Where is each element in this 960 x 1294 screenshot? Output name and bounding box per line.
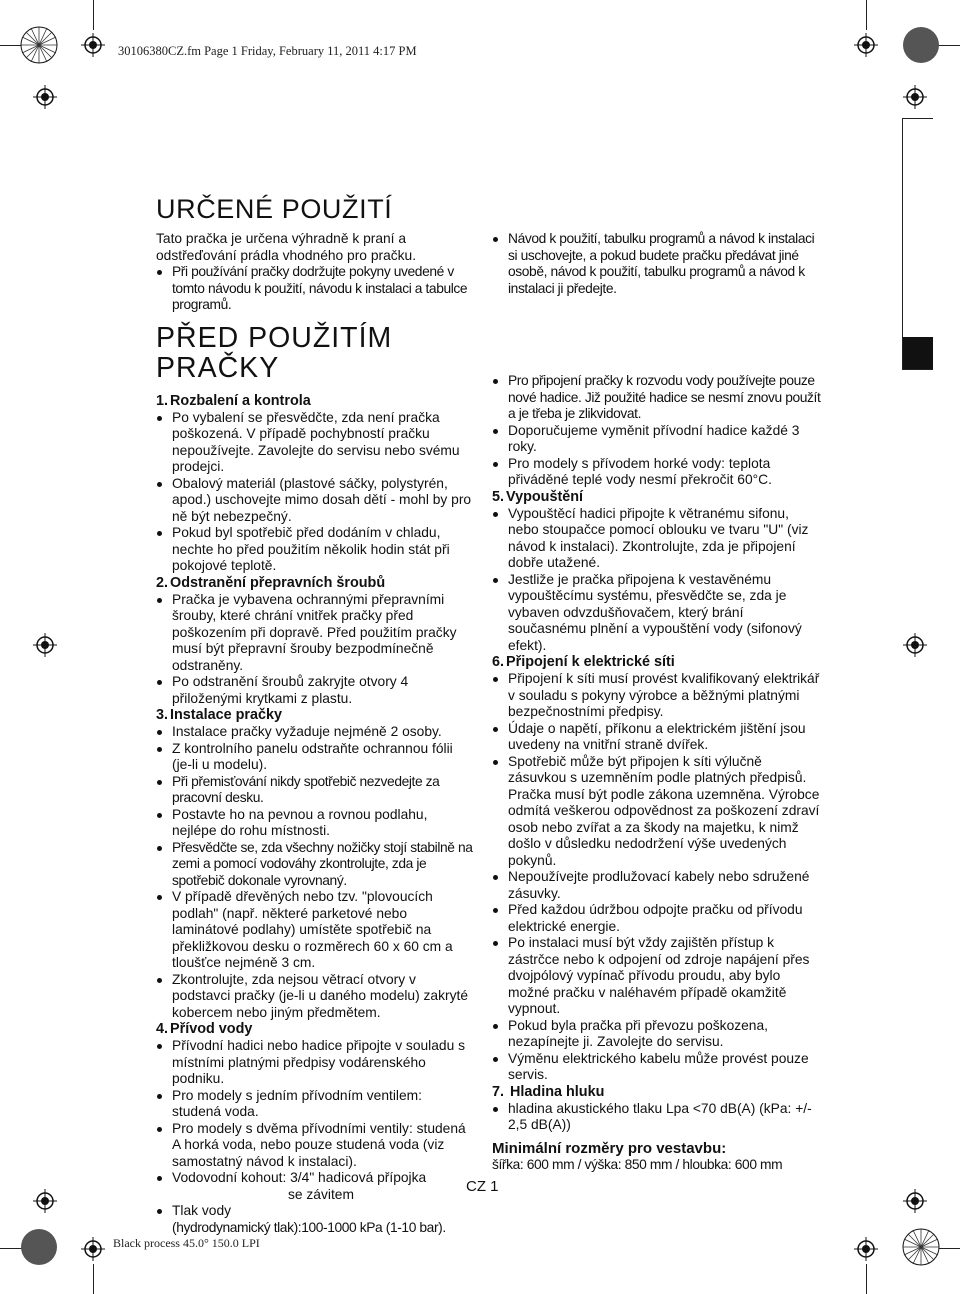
gray-disc-icon — [20, 1228, 58, 1266]
section-heading: 5. Vypouštění — [492, 488, 584, 505]
list-item: Před každou údržbou odpojte pračku od přívodu elektrické energie. — [492, 902, 822, 935]
list-item: Instalace pračky vyžaduje nejméně 2 osoby. — [156, 724, 474, 741]
intended-use-list — [156, 264, 474, 314]
crop-line — [93, 0, 94, 30]
min-dimensions-title: Minimální rozměry pro vestavbu: — [492, 1139, 727, 1157]
list-item: Postavte ho na pevnou a rovnou podlahu, nejlépe do rohu místnosti. — [156, 807, 474, 840]
list-item: Spotřebič může být připojen k síti výlučně zásuvkou s uzemněním podle platných předpisů. Pračka musí být podle zákona uzemněna. Výrobce odmítá veškerou odpovědnost za poškození zdraví osob nebo zvířat a za škody na majetku, k nimž došlo v důsledku nedodržení výše uvedených pokynů. — [492, 754, 822, 870]
section-unpacking — [156, 393, 474, 575]
pressure-value: (hydrodynamický tlak):100-1000 kPa (1-10 bar). — [172, 1219, 446, 1235]
color-bar-disc-icon — [902, 1228, 940, 1266]
page-number: CZ 1 — [466, 1178, 499, 1195]
registration-mark-icon — [81, 33, 105, 57]
registration-mark-icon — [903, 633, 927, 657]
list-item: Údaje o napětí, příkonu a elektrickém jištění jsou uvedeny na vnitřní straně dvířek. — [492, 721, 822, 754]
registration-mark-icon — [903, 85, 927, 109]
list-item: Pro připojení pračky k rozvodu vody používejte pouze nové hadice. Již použité hadice se nesmí znovu použít a je třeba je zlikvidovat. — [492, 373, 822, 423]
list-item: Výměnu elektrického kabelu může provést pouze servis. — [492, 1051, 822, 1084]
list-item: Vypouštěcí hadici připojte k větranému sifonu, nebo stoupačce pomocí oblouku ve tvaru "U" (viz návod k instalaci). Zkontrolujte, zda je připojení dobře utažené. — [492, 506, 822, 572]
list-item: V případě dřevěných nebo tzv. "plovoucích podlah" (např. některé parketové nebo laminátové podlahy) umístěte spotřebič na překližkovou desku o rozměrech 60 x 60 cm a tloušťce nejméně 3 cm. — [156, 889, 474, 972]
list-item: Z kontrolního panelu odstraňte ochrannou fólii (je-li u modelu). — [156, 741, 474, 774]
registration-mark-icon — [854, 33, 878, 57]
registration-mark-icon — [33, 1189, 57, 1213]
list-item: Přesvědčte se, zda všechny nožičky stojí stabilně na zemi a pomocí vodováhy zkontrolujte, zda je spotřebič dokonale vyrovnaný. — [156, 840, 474, 890]
section-heading: 1. Rozbalení a kontrola — [156, 392, 311, 409]
list-item: Po vybalení se přesvědčte, zda není pračka poškozená. V případě pochybností pračku nepoužívejte. Zavolejte do servisu nebo svému prodejci. — [156, 410, 474, 476]
list-item: Pro modely s jedním přívodním ventilem: studená voda. — [156, 1088, 474, 1121]
registration-mark-icon — [854, 1237, 878, 1261]
list-item: Doporučujeme vyměnit přívodní hadice každé 3 roky. — [492, 423, 822, 456]
list-item — [156, 1170, 474, 1203]
section-installation — [156, 707, 474, 1021]
section-electrical — [492, 654, 822, 1084]
registration-mark-icon — [33, 633, 57, 657]
section-heading: 4. Přívod vody — [156, 1021, 253, 1037]
list-item: Připojení k síti musí provést kvalifikovaný elektrikář v souladu s pokyny výrobce a běžnými platnými bezpečnostními předpisy. — [492, 671, 822, 721]
list-item: Zkontrolujte, zda nejsou větrací otvory v podstavci pračky (je-li u daného modelu) zakryté kobercem nebo jiným předmětem. — [156, 972, 474, 1022]
section-noise — [492, 1084, 822, 1134]
list-item: Pro modely s dvěma přívodními ventily: studená A horká voda, nebo pouze studená voda (viz samostatný návod k instalaci). — [156, 1121, 474, 1171]
crop-line — [93, 1264, 94, 1294]
list-item: Po odstranění šroubů zakryjte otvory 4 přiloženými krytkami z plastu. — [156, 674, 474, 707]
faucet-label: Vodovodní kohout: 3/4" hadicová přípojka — [172, 1170, 427, 1185]
registration-mark-icon — [33, 85, 57, 109]
list-item: Pokud byl spotřebič před dodáním v chladu, nechte ho před použitím několik hodin stát při pokojové teplotě. — [156, 525, 474, 575]
left-column — [156, 194, 474, 1236]
list-item: Při používání pračky dodržujte pokyny uvedené v tomto návodu k použití, návodu k instalaci a tabulce programů. — [156, 264, 474, 314]
list-item: Nepoužívejte prodlužovací kabely nebo sdružené zásuvky. — [492, 869, 822, 902]
language-tab — [902, 118, 933, 370]
list-item: Pračka je vybavena ochrannými přepravními šrouby, které chrání vnitřek pračky před poškozením při dopravě. Před použitím pračky musí být přepravní šrouby bezpodmínečně odstraněny. — [156, 592, 474, 675]
section-heading: 7. Hladina hluku — [492, 1083, 605, 1100]
gray-disc-icon — [902, 26, 940, 64]
list-item: Pro modely s přívodem horké vody: teplota přiváděné teplé vody nesmí překročit 60°C. — [492, 456, 822, 489]
list-item: Jestliže je pračka připojena k vestavěnému vypouštěcímu systému, přesvědčte se, zda je vybaven odvzdušňovačem, který brání současnému plnění a vypouštění vody (sifonový efekt). — [492, 572, 822, 655]
pressure-label: Tlak vody — [172, 1203, 232, 1218]
list-item: Obalový materiál (plastové sáčky, polystyrén, apod.) uschovejte mimo dosah dětí - mohl by pro ně být nebezpečný. — [156, 476, 474, 526]
section-heading: 2. Odstranění přepravních šroubů — [156, 574, 386, 591]
list-item: Návod k použití, tabulku programů a návod k instalaci si uschovejte, a pokud budete pračku předávat jiné osobě, návod k použití, tabulku programů a návod k instalaci ji předejte. — [492, 231, 822, 297]
section-title: PŘED POUŽITÍM PRAČKY — [156, 321, 393, 384]
intended-use-list-cont — [492, 231, 822, 297]
min-dimensions-value: šířka: 600 mm / výška: 850 mm / hloubka: 600 mm — [492, 1156, 783, 1172]
print-header: 30106380CZ.fm Page 1 Friday, February 11, 2011 4:17 PM — [118, 44, 417, 58]
water-inlet-list-cont — [492, 373, 822, 489]
list-item: Přívodní hadici nebo hadice připojte v souladu s místními platnými předpisy vodárenského podniku. — [156, 1038, 474, 1088]
crop-line — [866, 1264, 867, 1294]
section-heading: 3. Instalace pračky — [156, 707, 283, 723]
right-column — [492, 231, 822, 1173]
page-title: URČENÉ POUŽITÍ — [156, 194, 393, 224]
crop-line — [866, 0, 867, 30]
registration-mark-icon — [81, 1237, 105, 1261]
list-item: hladina akustického tlaku Lpa <70 dB(A) (kPa: +/- 2,5 dB(A)) — [492, 1101, 822, 1134]
color-bar-disc-icon — [20, 26, 58, 64]
section-drain — [492, 489, 822, 655]
section-water-inlet — [156, 1021, 474, 1236]
print-footer: Black process 45.0° 150.0 LPI — [113, 1236, 260, 1250]
list-item: Pokud byla pračka při převozu poškozena, nezapínejte ji. Zavolejte do servisu. — [492, 1018, 822, 1051]
list-item: Po instalaci musí být vždy zajištěn přístup k zástrčce nebo k odpojení od zdroje napájení přes dvojpólový vypínač přívodu proudu, aby bylo možné pračku v naléhavém případě okamžitě vypnout. — [492, 935, 822, 1018]
section-transport-screws — [156, 575, 474, 708]
list-item: Při přemisťování nikdy spotřebič nezvedejte za pracovní desku. — [156, 774, 474, 807]
language-tab-marker — [903, 337, 933, 369]
intended-use-intro: Tato pračka je určena výhradně k praní a odstřeďování prádla vhodného pro pračku. — [156, 231, 417, 263]
registration-mark-icon — [903, 1189, 927, 1213]
faucet-suffix: se závitem — [288, 1186, 354, 1202]
section-heading: 6. Připojení k elektrické síti — [492, 654, 675, 670]
list-item — [156, 1203, 474, 1236]
